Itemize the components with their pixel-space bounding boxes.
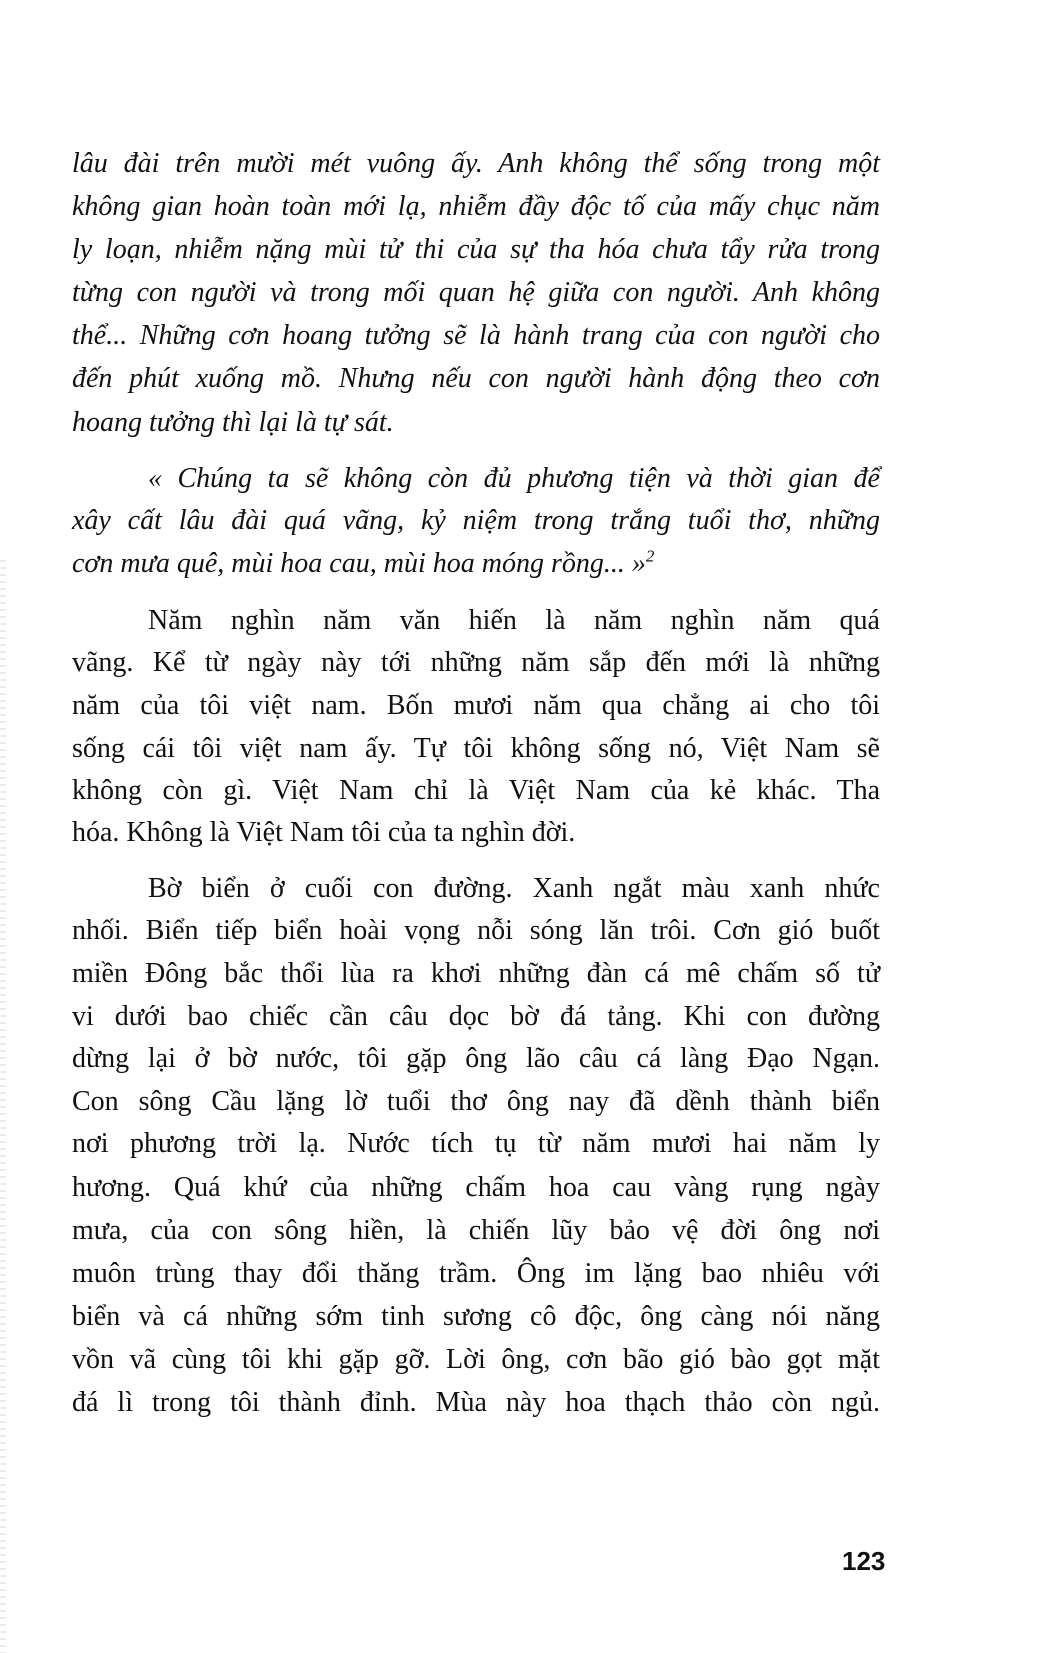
text-line: vãng. Kể từ ngày này tới những năm sắp đến mới là những	[72, 647, 880, 678]
text-line: mưa, của con sông hiền, là chiến lũy bảo vệ đời ông nơi	[72, 1215, 880, 1246]
text-line: không gian hoàn toàn mới lạ, nhiễm đầy độc tố của mấy chục năm	[72, 191, 880, 222]
text-line: hoang tưởng thì lại là tự sát.	[72, 407, 394, 438]
text-line: nơi phương trời lạ. Nước tích tụ từ năm mươi hai năm ly	[72, 1128, 880, 1159]
quote-line: « Chúng ta sẽ không còn đủ phương tiện và thời gian để	[148, 463, 880, 494]
text-line: từng con người và trong mối quan hệ giữa con người. Anh không	[72, 277, 880, 308]
text-line: đá lì trong tôi thành đỉnh. Mùa này hoa thạch thảo còn ngủ.	[72, 1387, 880, 1418]
text-line: năm của tôi việt nam. Bốn mươi năm qua chẳng ai cho tôi	[72, 690, 880, 721]
text-line: không còn gì. Việt Nam chỉ là Việt Nam của kẻ khác. Tha	[72, 775, 880, 806]
footnote-ref: 2	[645, 546, 655, 566]
text-line: vồn vã cùng tôi khi gặp gỡ. Lời ông, cơn bão gió bào gọt mặt	[72, 1344, 880, 1375]
text-line: hương. Quá khứ của những chấm hoa cau vàng rụng ngày	[72, 1172, 880, 1203]
text-line: ly loạn, nhiễm nặng mùi tử thi của sự tha hóa chưa tẩy rửa trong	[72, 234, 880, 265]
text-line: miền Đông bắc thổi lùa ra khơi những đàn cá mê chấm số tử	[72, 958, 880, 989]
text-line: lâu đài trên mười mét vuông ấy. Anh không thể sống trong một	[72, 148, 880, 179]
text-line: biển và cá những sớm tinh sương cô độc, ông càng nói năng	[72, 1301, 880, 1332]
text-line: dừng lại ở bờ nước, tôi gặp ông lão câu cá làng Đạo Ngạn.	[72, 1043, 880, 1074]
text-line: Năm nghìn năm văn hiến là năm nghìn năm quá	[148, 605, 880, 636]
text-line: vi dưới bao chiếc cần câu dọc bờ đá tảng. Khi con đường	[72, 1001, 880, 1032]
text-line: sống cái tôi việt nam ấy. Tự tôi không sống nó, Việt Nam sẽ	[72, 733, 880, 764]
page-number: 123	[842, 1546, 886, 1576]
quote-text: cơn mưa quê, mùi hoa cau, mùi hoa móng rồng... »	[72, 548, 646, 579]
text-line: Con sông Cầu lặng lờ tuổi thơ ông nay đã dềnh thành biển	[72, 1086, 880, 1117]
text-line: hóa. Không là Việt Nam tôi của ta nghìn đời.	[72, 817, 576, 848]
text-line: nhối. Biển tiếp biển hoài vọng nỗi sóng lăn trôi. Cơn gió buốt	[72, 915, 880, 946]
scan-edge-noise	[0, 560, 6, 1653]
text-line: muôn trùng thay đổi thăng trầm. Ông im lặng bao nhiêu với	[72, 1258, 880, 1289]
quote-line	[72, 542, 880, 585]
text-line: thể... Những cơn hoang tưởng sẽ là hành trang của con người cho	[72, 320, 880, 351]
text-line: đến phút xuống mồ. Nhưng nếu con người hành động theo cơn	[72, 363, 880, 394]
quote-line: xây cất lâu đài quá vãng, kỷ niệm trong trắng tuổi thơ, những	[72, 505, 880, 536]
text-line: Bờ biển ở cuối con đường. Xanh ngắt màu xanh nhức	[148, 873, 880, 904]
